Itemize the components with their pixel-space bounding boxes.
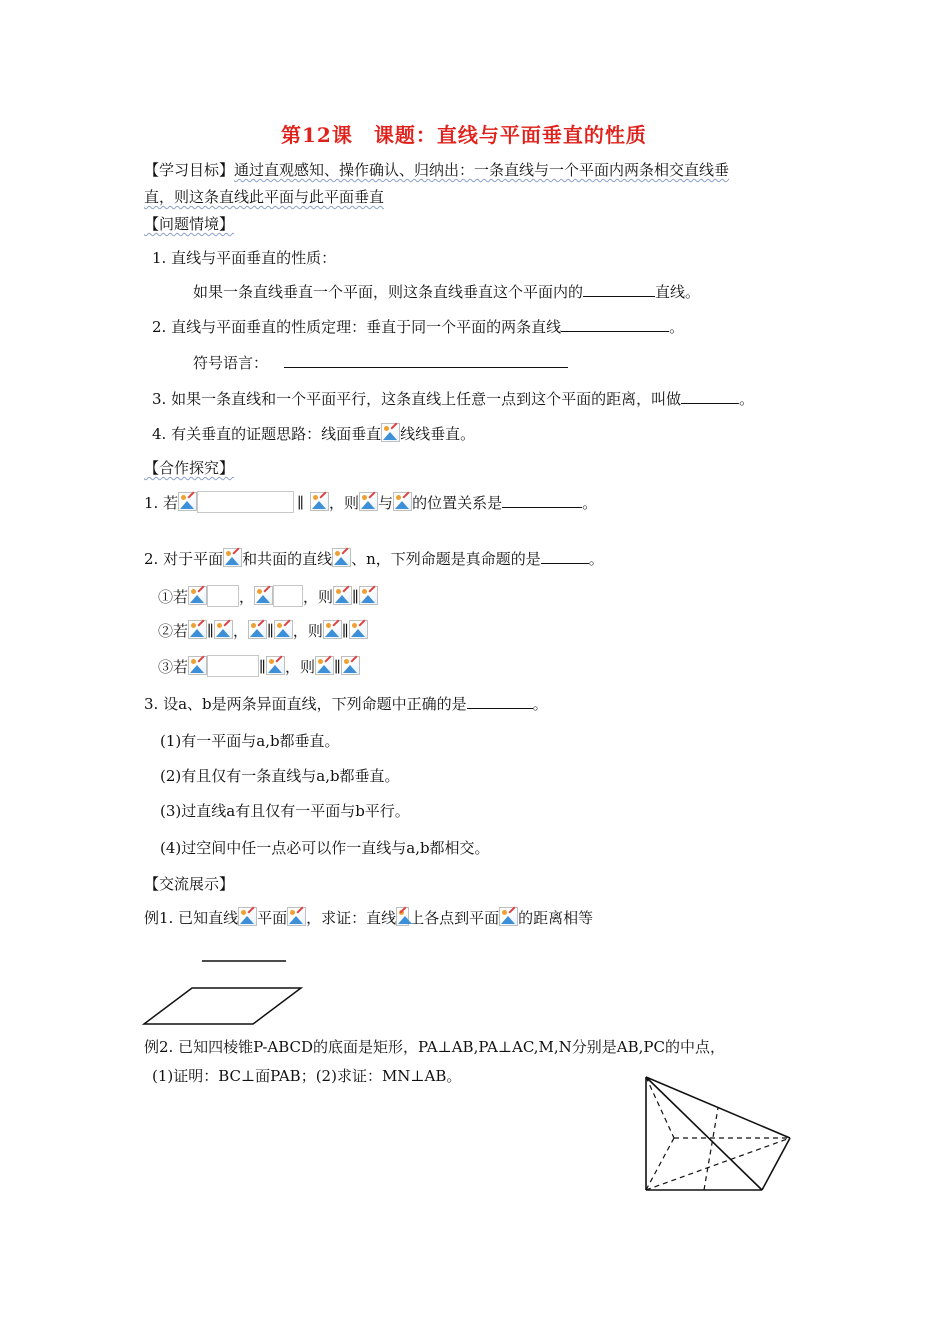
broken-image-icon (188, 586, 207, 605)
question-3-end: 。 (739, 390, 755, 408)
learning-goal-text: 通过直观感知、操作确认、归纳出：一条直线与一个平面内两条相交直线垂 (234, 161, 730, 179)
explore-2-end: 。 (588, 550, 604, 568)
broken-image-icon (188, 620, 207, 639)
explore-1-text: 1. 若 (144, 494, 179, 512)
comma: ， (232, 622, 248, 640)
broken-image-icon (266, 656, 285, 675)
parallel-symbol: ∥ (259, 658, 266, 676)
question-2-end: 。 (669, 318, 685, 336)
answer-blank[interactable] (681, 389, 739, 404)
broken-image-icon (359, 586, 378, 605)
option-2-label: ②若 (158, 622, 189, 640)
answer-blank[interactable] (502, 493, 582, 508)
edge-AD (646, 1138, 674, 1190)
option-3 (158, 655, 360, 677)
example-1-text: 例1. 已知直线 (144, 909, 239, 927)
option-3-label: ③若 (158, 658, 189, 676)
option-3-then: ，则 (284, 658, 315, 676)
parallel-symbol: ∥ (207, 622, 214, 640)
explore-1-then: ，则 (329, 494, 360, 512)
choice-4: (4)过空间中任一点必可以作一直线与a,b都相交。 (160, 839, 490, 857)
broken-image-icon (310, 492, 329, 511)
broken-image-icon (188, 656, 207, 675)
parallel-symbol: ∥ (333, 658, 341, 676)
learning-goal-cont (144, 187, 384, 207)
option-1-then: ，则 (303, 588, 334, 606)
symbol-label: 符号语言： (193, 354, 269, 372)
answer-blank[interactable] (541, 549, 589, 564)
broken-image-icon (359, 492, 378, 511)
explore-3-end: 。 (532, 695, 548, 713)
formula-box (197, 491, 294, 513)
option-1 (158, 585, 378, 607)
question-4-text: 4. 有关垂直的证题思路：线面垂直 (152, 425, 382, 443)
edge-PB (646, 1077, 762, 1190)
question-2 (152, 317, 684, 337)
explore-1-end: 。 (582, 494, 598, 512)
answer-blank[interactable] (467, 694, 533, 709)
explore-2-mid: 和共面的直线 (242, 550, 333, 568)
question-3-text: 3. 如果一条直线和一个平面平行，这条直线上任意一点到这个平面的距离，叫做 (152, 390, 682, 408)
comma: ， (239, 588, 255, 606)
example-2-parts: (1)证明：BC⊥面PAB；(2)求证：MN⊥AB。 (152, 1067, 462, 1085)
explore-2-text: 2. 对于平面 (144, 550, 224, 568)
broken-image-icon (381, 423, 400, 442)
broken-image-icon (315, 656, 334, 675)
broken-image-icon (238, 907, 257, 926)
question-3 (152, 389, 754, 409)
example-1-prove: ，求证：直线 (306, 909, 397, 927)
learning-goal (144, 160, 729, 180)
example-1-end: 的距离相等 (518, 909, 594, 927)
formula-box (273, 585, 303, 607)
explore-3 (144, 694, 548, 714)
segment-MN (704, 1108, 718, 1190)
option-2 (158, 620, 368, 641)
broken-image-icon (248, 620, 267, 639)
section-exchange: 【交流展示】 (144, 875, 235, 893)
explore-1 (144, 491, 597, 513)
broken-image-icon (396, 907, 409, 926)
learning-goal-label: 【学习目标】 (144, 161, 235, 179)
answer-blank[interactable] (561, 317, 669, 332)
choice-1: (1)有一平面与a,b都垂直。 (160, 732, 340, 750)
pyramid-figure (640, 1070, 800, 1198)
explore-2-question: 、n，下列命题是真命题的是 (351, 550, 541, 568)
broken-image-icon (214, 620, 233, 639)
edge-PD (646, 1077, 674, 1138)
question-1-text: 如果一条直线垂直一个平面，则这条直线垂直这个平面内的 (193, 283, 584, 301)
example-2: 例2. 已知四棱锥P-ABCD的底面是矩形，PA⊥AB,PA⊥AC,M,N分别是AB,PC的中点， (144, 1038, 725, 1056)
explore-1-and: 与 (378, 494, 394, 512)
broken-image-icon (393, 492, 412, 511)
broken-image-icon (178, 492, 197, 511)
answer-blank[interactable] (284, 353, 568, 368)
broken-image-icon (499, 907, 518, 926)
broken-image-icon (223, 548, 242, 567)
parallel-symbol: ∥ (266, 622, 274, 640)
broken-image-icon (349, 620, 368, 639)
broken-image-icon (274, 620, 293, 639)
section-problem-label: 【问题情境】 (144, 215, 235, 233)
question-2-text: 2. 直线与平面垂直的性质定理：垂直于同一个平面的两条直线 (152, 318, 562, 336)
question-1-statement (193, 282, 700, 302)
diagonal-AC (646, 1138, 790, 1190)
section-explore (144, 458, 234, 478)
broken-image-icon (332, 548, 351, 567)
broken-image-icon (254, 586, 273, 605)
option-1-label: ①若 (158, 588, 189, 606)
parallel-symbol: ∥ (297, 494, 305, 512)
broken-image-icon (323, 620, 342, 639)
example-1-each: 上各点到平面 (409, 909, 500, 927)
section-problem (144, 214, 234, 234)
answer-blank[interactable] (583, 282, 655, 297)
explore-2 (144, 548, 604, 569)
example-1-plane: 平面 (257, 909, 288, 927)
choice-2: (2)有且仅有一条直线与a,b都垂直。 (160, 767, 400, 785)
plane-parallelogram (144, 988, 301, 1024)
edge-BC (762, 1138, 790, 1190)
section-explore-label: 【合作探究】 (144, 459, 235, 477)
question-2-symbol (193, 353, 568, 373)
question-1-text-end: 直线。 (655, 283, 701, 301)
broken-image-icon (287, 907, 306, 926)
example-1 (144, 907, 593, 928)
line-plane-figure (140, 955, 310, 1030)
page-title: 第12课 课题：直线与平面垂直的性质 (281, 123, 647, 147)
edge-PC (646, 1077, 790, 1138)
explore-1-relation: 的位置关系是 (412, 494, 503, 512)
formula-box (207, 585, 239, 607)
formula-box (207, 655, 259, 677)
broken-image-icon (333, 586, 352, 605)
question-4-end: 线线垂直。 (400, 425, 476, 443)
parallel-symbol: ∥ (341, 622, 349, 640)
parallel-symbol: ∥ (352, 588, 359, 606)
question-4 (152, 423, 475, 444)
option-2-then: ，则 (292, 622, 323, 640)
broken-image-icon (341, 656, 360, 675)
choice-3: (3)过直线a有且仅有一平面与b平行。 (160, 802, 410, 820)
explore-3-text: 3. 设a、b是两条异面直线，下列命题中正确的是 (144, 695, 467, 713)
learning-goal-text-2: 直，则这条直线此平面与此平面垂直 (144, 188, 385, 206)
question-1: 1. 直线与平面垂直的性质： (152, 249, 337, 267)
